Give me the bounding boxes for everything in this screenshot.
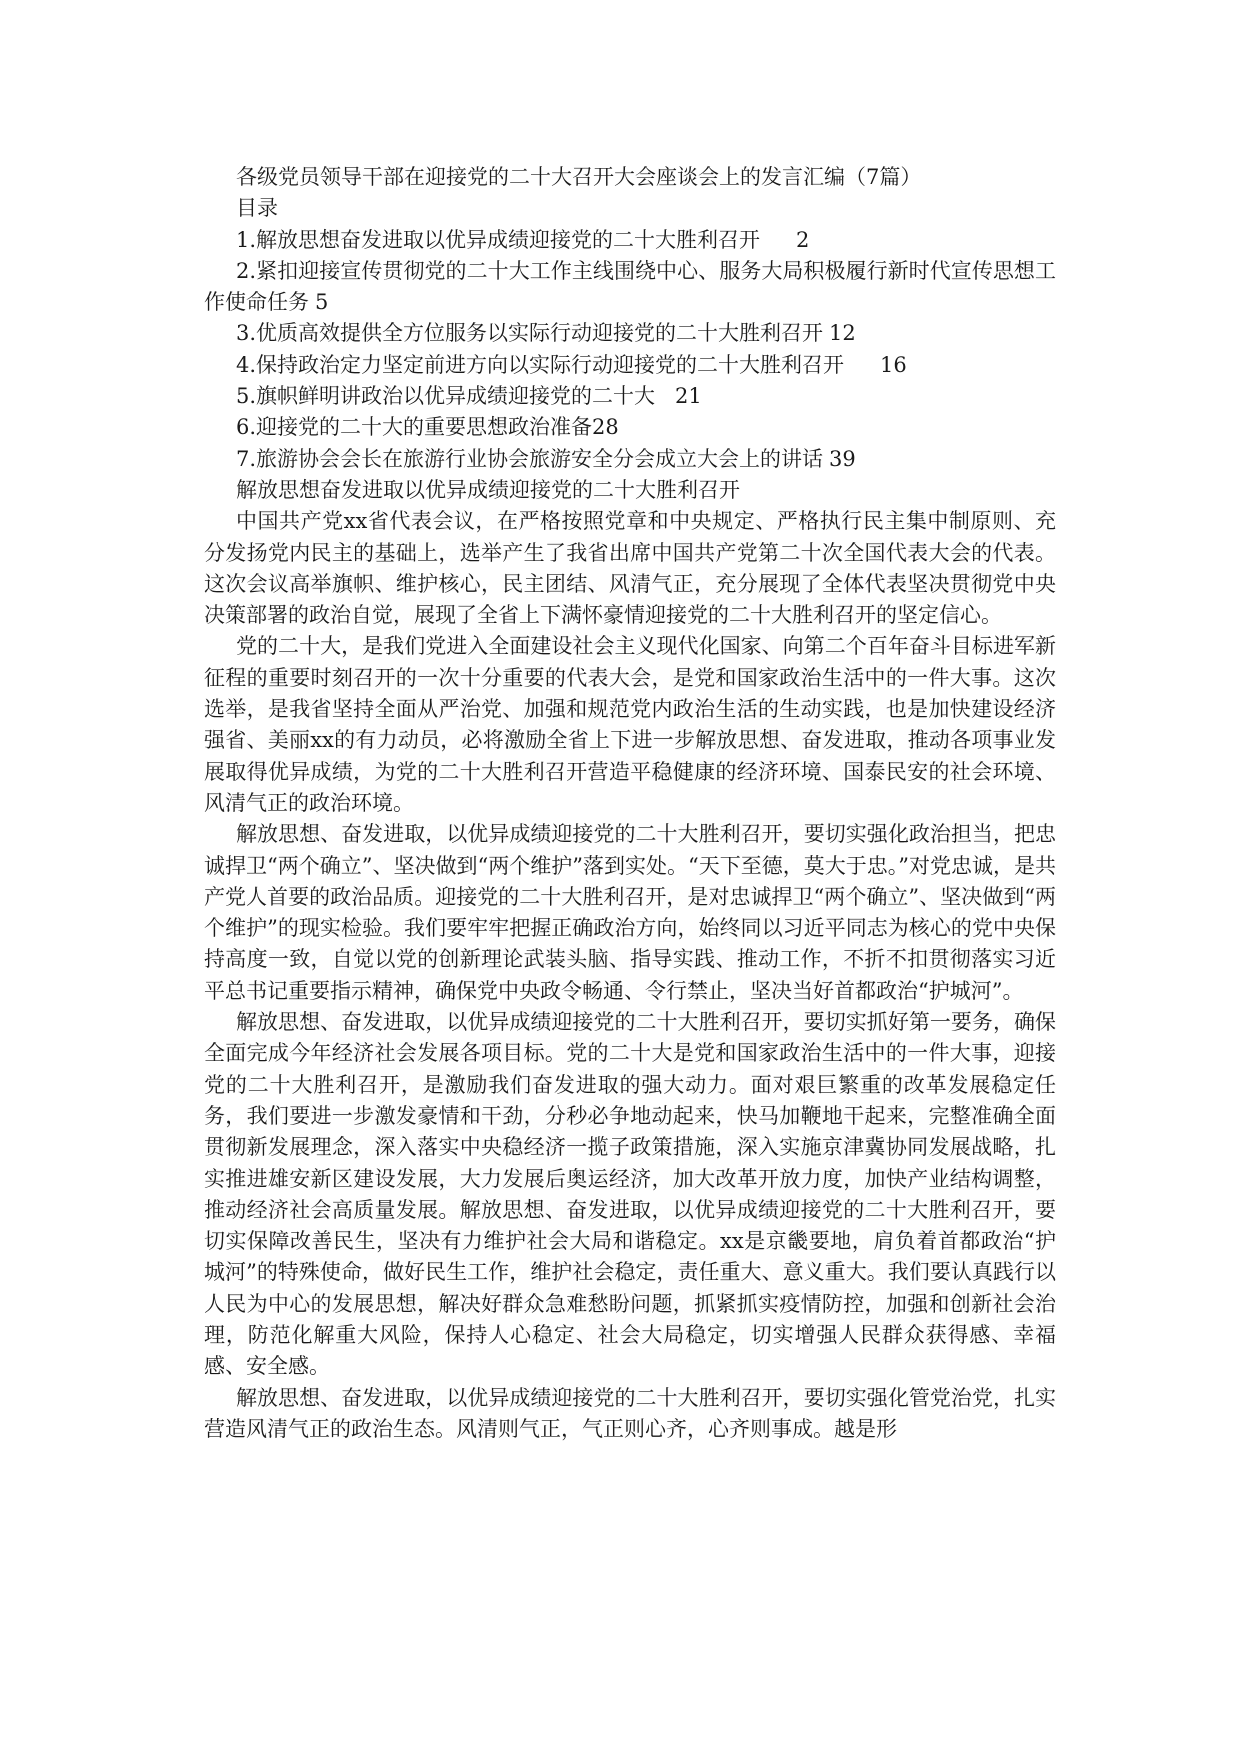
toc-item-page: 5 — [315, 290, 329, 315]
body-paragraph: 中国共产党xx省代表会议，在严格按照党章和中央规定、严格执行民主集中制原则、充分发扬党内民主的基础上，选举产生了我省出席中国共产党第二十次全国代表大会的代表。这次会议高举旗帜、维护核心，民主团结、风清气正，充分展现了全体代表坚决贯彻党中央决策部署的政治自觉，展现了全省上下满怀豪情迎接党的二十大胜利召开的坚定信心。 — [204, 509, 1056, 628]
toc-item[interactable] — [204, 225, 1056, 256]
toc-item[interactable] — [204, 318, 1056, 349]
body-paragraph: 解放思想、奋发进取，以优异成绩迎接党的二十大胜利召开，要切实强化政治担当，把忠诚捍卫“两个确立”、坚决做到“两个维护”落到实处。“天下至德，莫大于忠。”对党忠诚，是共产党人首要的政治品质。迎接党的二十大胜利召开，是对忠诚捍卫“两个确立”、坚决做到“两个维护”的现实检验。我们要牢牢把握正确政治方向，始终同以习近平同志为核心的党中央保持高度一致，自觉以党的创新理论武装头脑、指导实践、推动工作，不折不扣贯彻落实习近平总书记重要指示精神，确保党中央政令畅通、令行禁止，坚决当好首都政治“护城河”。 — [204, 822, 1056, 1003]
toc-item-label: 2.紧扣迎接宣传贯彻党的二十大工作主线围绕中心、服务大局积极履行新时代宣传思想工作使命任务 — [204, 258, 1056, 315]
toc-item-label: 1.解放思想奋发进取以优异成绩迎接党的二十大胜利召开 — [236, 227, 761, 252]
toc-item-page: 16 — [880, 352, 907, 377]
toc-item-label: 4.保持政治定力坚定前进方向以实际行动迎接党的二十大胜利召开 — [236, 352, 845, 377]
toc-item[interactable] — [204, 444, 1056, 475]
document-title: 各级党员领导干部在迎接党的二十大召开大会座谈会上的发言汇编（7篇） — [236, 165, 922, 189]
toc-item-page: 12 — [829, 321, 856, 346]
toc-item[interactable] — [204, 350, 1056, 381]
toc-item[interactable] — [204, 412, 1056, 443]
body-paragraph: 党的二十大，是我们党进入全面建设社会主义现代化国家、向第二个百年奋斗目标进军新征程的重要时刻召开的一次十分重要的代表大会，是党和国家政治生活中的一件大事。这次选举，是我省坚持全面从严治党、加强和规范党内政治生活的生动实践，也是加快建设经济强省、美丽xx的有力动员，必将激励全省上下进一步解放思想、奋发进取，推动各项事业发展取得优异成绩，为党的二十大胜利召开营造平稳健康的经济环境、国泰民安的社会环境、风清气正的政治环境。 — [204, 634, 1056, 815]
toc-item-label: 7.旅游协会会长在旅游行业协会旅游安全分会成立大会上的讲话 — [236, 446, 824, 471]
toc-item-page: 2 — [796, 227, 810, 252]
body-paragraph: 解放思想、奋发进取，以优异成绩迎接党的二十大胜利召开，要切实强化管党治党，扎实营造风清气正的政治生态。风清则气正，气正则心齐，心齐则事成。越是形 — [204, 1385, 1056, 1441]
toc-item-label: 5.旗帜鲜明讲政治以优异成绩迎接党的二十大 — [236, 384, 656, 409]
toc-item-label: 6.迎接党的二十大的重要思想政治准备 — [236, 415, 593, 440]
body-paragraph: 解放思想、奋发进取，以优异成绩迎接党的二十大胜利召开，要切实抓好第一要务，确保全面完成今年经济社会发展各项目标。党的二十大是党和国家政治生活中的一件大事，迎接党的二十大胜利召开，是激励我们奋发进取的强大动力。面对艰巨繁重的改革发展稳定任务，我们要进一步激发豪情和干劲，分秒必争地动起来，快马加鞭地干起来，完整准确全面贯彻新发展理念，深入落实中央稳经济一揽子政策措施，深入实施京津冀协同发展战略，扎实推进雄安新区建设发展，大力发展后奥运经济，加大改革开放力度，加快产业结构调整，推动经济社会高质量发展。解放思想、奋发进取，以优异成绩迎接党的二十大胜利召开，要切实保障改善民生，坚决有力维护社会大局和谐稳定。xx是京畿要地，肩负着首都政治“护城河”的特殊使命，做好民生工作，维护社会稳定，责任重大、意义重大。我们要认真践行以人民为中心的发展思想，解决好群众急难愁盼问题，抓紧抓实疫情防控，加强和创新社会治理，防范化解重大风险，保持人心稳定、社会大局稳定，切实增强人民群众获得感、幸福感、安全感。 — [204, 1010, 1056, 1379]
toc-item[interactable] — [204, 381, 1056, 412]
toc-heading: 目录 — [236, 196, 278, 221]
section-title: 解放思想奋发进取以优异成绩迎接党的二十大胜利召开 — [236, 477, 740, 502]
document-body — [204, 162, 1056, 1445]
toc-item-page: 39 — [829, 446, 856, 471]
toc-item-page: 28 — [592, 415, 619, 440]
toc-item-page: 21 — [675, 384, 702, 409]
toc-item-label: 3.优质高效提供全方位服务以实际行动迎接党的二十大胜利召开 — [236, 321, 824, 346]
toc-item[interactable] — [204, 256, 1056, 319]
